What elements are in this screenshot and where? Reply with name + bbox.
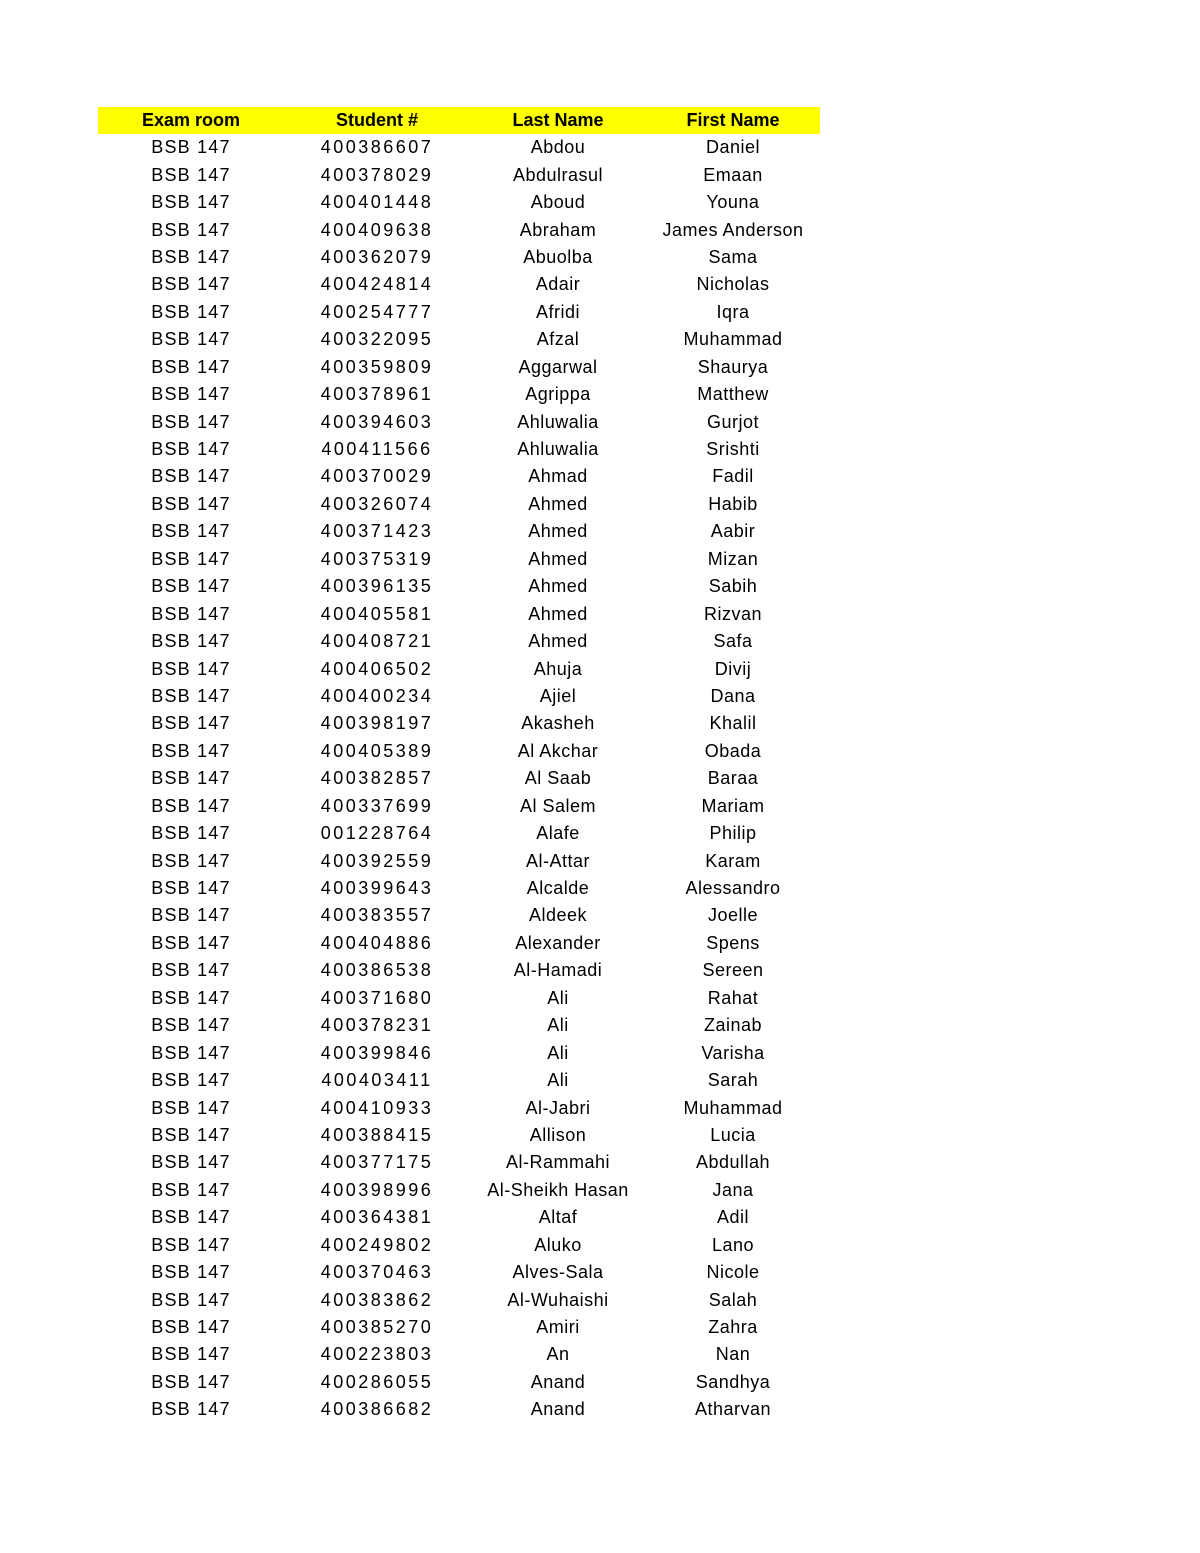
- cell-first-name: Alessandro: [685, 878, 781, 899]
- cell-student-number: 400362079: [320, 246, 434, 267]
- cell-exam-room: BSB 147: [151, 192, 231, 213]
- cell-last-name: Agrippa: [525, 384, 591, 405]
- cell-student-number: 400286055: [320, 1371, 434, 1392]
- cell-student-number: 400337699: [320, 795, 434, 816]
- table-row: [98, 354, 820, 381]
- table-row: [98, 134, 820, 161]
- cell-first-name: Mariam: [701, 795, 765, 816]
- table-row: [98, 875, 820, 902]
- cell-first-name: Rizvan: [703, 603, 763, 624]
- cell-first-name: Nicole: [706, 1262, 760, 1283]
- cell-student-number: 400386538: [320, 960, 434, 981]
- cell-first-name: Atharvan: [694, 1399, 772, 1420]
- cell-last-name: Alves-Sala: [512, 1262, 604, 1283]
- cell-last-name: Ali: [547, 1042, 569, 1063]
- table-row: [98, 1314, 820, 1341]
- table-row: [98, 1204, 820, 1231]
- cell-last-name: Abraham: [519, 219, 597, 240]
- cell-last-name: Ali: [547, 987, 569, 1008]
- cell-exam-room: BSB 147: [151, 329, 231, 350]
- table-row: [98, 1341, 820, 1368]
- table-row: [98, 738, 820, 765]
- table-row: [98, 1396, 820, 1423]
- cell-first-name: James Anderson: [662, 219, 804, 240]
- cell-first-name: Srishti: [706, 439, 760, 460]
- table-row: [98, 765, 820, 792]
- cell-exam-room: BSB 147: [151, 164, 231, 185]
- cell-student-number: 400411566: [321, 439, 433, 460]
- cell-exam-room: BSB 147: [151, 768, 231, 789]
- table-row: [98, 299, 820, 326]
- cell-student-number: 400378029: [320, 164, 434, 185]
- table-row: [98, 820, 820, 847]
- cell-exam-room: BSB 147: [151, 274, 231, 295]
- table-row: [98, 1094, 820, 1121]
- table-row: [98, 683, 820, 710]
- cell-last-name: Altaf: [538, 1207, 578, 1228]
- cell-exam-room: BSB 147: [151, 932, 231, 953]
- cell-exam-room: BSB 147: [151, 548, 231, 569]
- table-row: [98, 1122, 820, 1149]
- cell-first-name: Baraa: [707, 768, 759, 789]
- cell-student-number: 400223803: [320, 1344, 434, 1365]
- cell-first-name: Jana: [712, 1179, 754, 1200]
- cell-first-name: Shaurya: [697, 356, 769, 377]
- cell-last-name: Ali: [547, 1015, 569, 1036]
- cell-first-name: Habib: [708, 493, 758, 514]
- header-first-name: First Name: [686, 110, 780, 130]
- table-row: [98, 1149, 820, 1176]
- cell-exam-room: BSB 147: [151, 850, 231, 871]
- table-row: [98, 436, 820, 463]
- cell-first-name: Philip: [709, 823, 757, 844]
- cell-student-number: 400377175: [320, 1152, 434, 1173]
- cell-student-number: 400394603: [320, 411, 434, 432]
- cell-exam-room: BSB 147: [151, 1042, 231, 1063]
- cell-first-name: Adil: [716, 1207, 749, 1228]
- table-row: [98, 1039, 820, 1066]
- table-row: [98, 1259, 820, 1286]
- cell-last-name: Afridi: [535, 301, 580, 322]
- cell-last-name: Ajiel: [539, 685, 577, 706]
- cell-student-number: 400326074: [320, 493, 434, 514]
- cell-student-number: 400398197: [320, 713, 434, 734]
- table-row: [98, 1369, 820, 1396]
- cell-exam-room: BSB 147: [151, 1317, 231, 1338]
- table-body: [98, 134, 820, 1424]
- cell-student-number: 400322095: [320, 329, 434, 350]
- table-row: [98, 161, 820, 188]
- cell-first-name: Fadil: [712, 466, 754, 487]
- table-row: [98, 408, 820, 435]
- cell-first-name: Muhammad: [683, 329, 783, 350]
- table-row: [98, 902, 820, 929]
- header-exam-room: Exam room: [141, 110, 241, 130]
- cell-exam-room: BSB 147: [151, 1262, 231, 1283]
- header-student-number: Student #: [335, 110, 418, 130]
- cell-exam-room: BSB 147: [151, 1344, 231, 1365]
- cell-exam-room: BSB 147: [151, 1152, 231, 1173]
- cell-first-name: Rahat: [707, 987, 759, 1008]
- cell-first-name: Emaan: [703, 164, 763, 185]
- cell-exam-room: BSB 147: [151, 878, 231, 899]
- table-row: [98, 710, 820, 737]
- cell-student-number: 001228764: [320, 823, 434, 844]
- cell-first-name: Daniel: [705, 137, 761, 158]
- cell-student-number: 400396135: [320, 576, 434, 597]
- cell-student-number: 400424814: [320, 274, 434, 295]
- cell-student-number: 400254777: [320, 301, 434, 322]
- table-row: [98, 546, 820, 573]
- cell-student-number: 400383557: [320, 905, 434, 926]
- cell-exam-room: BSB 147: [151, 493, 231, 514]
- cell-student-number: 400401448: [320, 192, 434, 213]
- cell-exam-room: BSB 147: [151, 466, 231, 487]
- cell-exam-room: BSB 147: [151, 631, 231, 652]
- cell-exam-room: BSB 147: [151, 960, 231, 981]
- table-row: [98, 628, 820, 655]
- cell-last-name: Alexander: [515, 932, 601, 953]
- cell-student-number: 400359809: [320, 356, 434, 377]
- cell-exam-room: BSB 147: [151, 823, 231, 844]
- table-row: [98, 1012, 820, 1039]
- cell-exam-room: BSB 147: [151, 740, 231, 761]
- cell-last-name: Abdou: [530, 137, 586, 158]
- cell-exam-room: BSB 147: [151, 219, 231, 240]
- table-row: [98, 573, 820, 600]
- cell-last-name: Afzal: [536, 329, 580, 350]
- cell-student-number: 400408721: [320, 631, 434, 652]
- cell-last-name: Al Saab: [524, 768, 592, 789]
- cell-exam-room: BSB 147: [151, 1234, 231, 1255]
- cell-student-number: 400404886: [320, 932, 434, 953]
- cell-first-name: Salah: [708, 1289, 758, 1310]
- cell-last-name: Abdulrasul: [512, 164, 604, 185]
- cell-student-number: 400378961: [320, 384, 434, 405]
- cell-last-name: Al-Rammahi: [505, 1152, 611, 1173]
- cell-exam-room: BSB 147: [151, 384, 231, 405]
- cell-exam-room: BSB 147: [151, 1124, 231, 1145]
- cell-exam-room: BSB 147: [151, 658, 231, 679]
- cell-last-name: Abuolba: [523, 246, 593, 267]
- table-row: [98, 847, 820, 874]
- cell-student-number: 400399643: [320, 878, 434, 899]
- cell-first-name: Lano: [711, 1234, 755, 1255]
- cell-first-name: Safa: [713, 631, 753, 652]
- cell-last-name: Ahluwalia: [517, 411, 599, 432]
- cell-exam-room: BSB 147: [151, 246, 231, 267]
- cell-last-name: Ahmed: [528, 493, 588, 514]
- cell-student-number: 400399846: [320, 1042, 434, 1063]
- cell-student-number: 400364381: [320, 1207, 434, 1228]
- cell-last-name: Amiri: [536, 1317, 580, 1338]
- exam-room-table: [98, 107, 820, 1424]
- cell-first-name: Nan: [715, 1344, 751, 1365]
- cell-first-name: Zahra: [708, 1317, 758, 1338]
- cell-last-name: Al-Attar: [525, 850, 590, 871]
- cell-student-number: 400382857: [320, 768, 434, 789]
- table-row: [98, 1177, 820, 1204]
- cell-last-name: Ahmed: [528, 548, 588, 569]
- cell-exam-room: BSB 147: [151, 1097, 231, 1118]
- cell-student-number: 400405581: [320, 603, 434, 624]
- cell-student-number: 400383862: [320, 1289, 434, 1310]
- cell-student-number: 400398996: [320, 1179, 434, 1200]
- cell-first-name: Sama: [708, 246, 758, 267]
- cell-first-name: Sabih: [708, 576, 758, 597]
- cell-last-name: Aldeek: [528, 905, 588, 926]
- cell-student-number: 400403411: [321, 1070, 433, 1091]
- cell-first-name: Mizan: [707, 548, 759, 569]
- cell-last-name: Aggarwal: [518, 356, 598, 377]
- cell-last-name: Ahmed: [528, 631, 588, 652]
- cell-student-number: 400378231: [320, 1015, 434, 1036]
- cell-exam-room: BSB 147: [151, 411, 231, 432]
- cell-first-name: Divij: [714, 658, 752, 679]
- table-row: [98, 985, 820, 1012]
- table-row: [98, 189, 820, 216]
- cell-first-name: Youna: [706, 192, 760, 213]
- cell-exam-room: BSB 147: [151, 1179, 231, 1200]
- table-row: [98, 957, 820, 984]
- header-last-name: Last Name: [512, 110, 604, 130]
- cell-first-name: Sandhya: [695, 1371, 771, 1392]
- table-row: [98, 1067, 820, 1094]
- cell-student-number: 400386607: [320, 137, 434, 158]
- cell-last-name: Al Salem: [519, 795, 597, 816]
- cell-student-number: 400385270: [320, 1317, 434, 1338]
- cell-last-name: Adair: [535, 274, 581, 295]
- cell-exam-room: BSB 147: [151, 1371, 231, 1392]
- table-row: [98, 600, 820, 627]
- table-row: [98, 930, 820, 957]
- cell-exam-room: BSB 147: [151, 1207, 231, 1228]
- cell-exam-room: BSB 147: [151, 1399, 231, 1420]
- cell-last-name: Aboud: [530, 192, 586, 213]
- cell-exam-room: BSB 147: [151, 1070, 231, 1091]
- cell-first-name: Nicholas: [696, 274, 770, 295]
- cell-first-name: Karam: [705, 850, 761, 871]
- cell-last-name: Ahmed: [528, 576, 588, 597]
- cell-last-name: Ali: [547, 1070, 569, 1091]
- cell-student-number: 400386682: [320, 1399, 434, 1420]
- table-row: [98, 271, 820, 298]
- table-row: [98, 1232, 820, 1259]
- table-row: [98, 216, 820, 243]
- cell-student-number: 400370029: [320, 466, 434, 487]
- cell-first-name: Iqra: [716, 301, 750, 322]
- cell-exam-room: BSB 147: [151, 137, 231, 158]
- cell-first-name: Khalil: [709, 713, 757, 734]
- cell-first-name: Zainab: [703, 1015, 763, 1036]
- cell-last-name: Ahuja: [533, 658, 583, 679]
- table-row: [98, 326, 820, 353]
- table-row: [98, 244, 820, 271]
- cell-first-name: Varisha: [701, 1042, 765, 1063]
- cell-exam-room: BSB 147: [151, 905, 231, 926]
- cell-exam-room: BSB 147: [151, 439, 231, 460]
- table-row: [98, 518, 820, 545]
- cell-student-number: 400410933: [320, 1097, 434, 1118]
- cell-last-name: Ahmad: [528, 466, 588, 487]
- cell-last-name: Al-Wuhaishi: [507, 1289, 609, 1310]
- cell-last-name: Anand: [530, 1371, 586, 1392]
- cell-last-name: Alcalde: [526, 878, 590, 899]
- cell-first-name: Abdullah: [695, 1152, 771, 1173]
- header-row: [98, 107, 820, 134]
- cell-last-name: Akasheh: [521, 713, 595, 734]
- cell-student-number: 400388415: [320, 1124, 434, 1145]
- cell-exam-room: BSB 147: [151, 1015, 231, 1036]
- cell-first-name: Sarah: [707, 1070, 759, 1091]
- table-row: [98, 1286, 820, 1313]
- cell-exam-room: BSB 147: [151, 713, 231, 734]
- cell-student-number: 400400234: [320, 685, 434, 706]
- cell-first-name: Aabir: [710, 521, 756, 542]
- cell-student-number: 400371680: [320, 987, 434, 1008]
- table-row: [98, 463, 820, 490]
- cell-last-name: Aluko: [534, 1234, 582, 1255]
- cell-student-number: 400249802: [320, 1234, 434, 1255]
- cell-exam-room: BSB 147: [151, 576, 231, 597]
- cell-first-name: Obada: [704, 740, 762, 761]
- cell-exam-room: BSB 147: [151, 795, 231, 816]
- cell-first-name: Matthew: [697, 384, 769, 405]
- cell-first-name: Spens: [706, 932, 760, 953]
- table-row: [98, 793, 820, 820]
- cell-exam-room: BSB 147: [151, 521, 231, 542]
- table-row: [98, 381, 820, 408]
- cell-first-name: Gurjot: [706, 411, 760, 432]
- cell-exam-room: BSB 147: [151, 685, 231, 706]
- cell-last-name: Al-Jabri: [525, 1097, 591, 1118]
- cell-first-name: Sereen: [702, 960, 764, 981]
- cell-last-name: Ahmed: [528, 521, 588, 542]
- cell-last-name: Ahluwalia: [517, 439, 599, 460]
- cell-first-name: Lucia: [710, 1124, 756, 1145]
- table-row: [98, 491, 820, 518]
- cell-student-number: 400405389: [320, 740, 434, 761]
- cell-last-name: An: [546, 1344, 570, 1365]
- cell-student-number: 400371423: [320, 521, 434, 542]
- cell-last-name: Al-Hamadi: [513, 960, 603, 981]
- cell-last-name: Alafe: [536, 823, 580, 844]
- cell-exam-room: BSB 147: [151, 356, 231, 377]
- exam-room-sheet: [98, 107, 820, 1424]
- cell-student-number: 400392559: [320, 850, 434, 871]
- cell-student-number: 400370463: [320, 1262, 434, 1283]
- cell-first-name: Dana: [710, 685, 756, 706]
- cell-exam-room: BSB 147: [151, 1289, 231, 1310]
- cell-exam-room: BSB 147: [151, 301, 231, 322]
- cell-student-number: 400409638: [320, 219, 434, 240]
- cell-exam-room: BSB 147: [151, 603, 231, 624]
- table-row: [98, 655, 820, 682]
- cell-student-number: 400375319: [320, 548, 434, 569]
- cell-last-name: Allison: [529, 1124, 587, 1145]
- cell-student-number: 400406502: [320, 658, 434, 679]
- cell-first-name: Joelle: [707, 905, 759, 926]
- cell-last-name: Al-Sheikh Hasan: [487, 1179, 629, 1200]
- cell-last-name: Ahmed: [528, 603, 588, 624]
- cell-exam-room: BSB 147: [151, 987, 231, 1008]
- cell-first-name: Muhammad: [683, 1097, 783, 1118]
- cell-last-name: Al Akchar: [517, 740, 599, 761]
- cell-last-name: Anand: [530, 1399, 586, 1420]
